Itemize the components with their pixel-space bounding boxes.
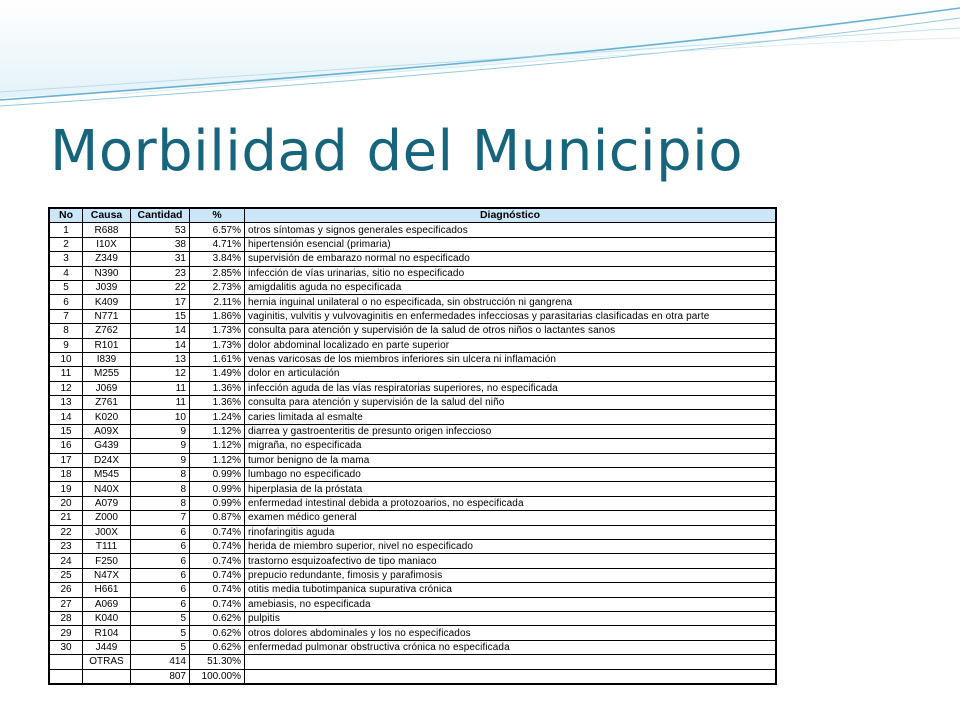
table-row	[50, 324, 776, 338]
cell-causa: I839	[83, 352, 131, 366]
cell-cantidad: 807	[131, 669, 190, 683]
table-row	[50, 525, 776, 539]
table-row	[50, 252, 776, 266]
table-row	[50, 539, 776, 553]
cell-no: 7	[50, 309, 83, 323]
cell-causa: H661	[83, 583, 131, 597]
cell-causa: A069	[83, 597, 131, 611]
table-row	[50, 338, 776, 352]
cell-diagnostico: hernia inguinal unilateral o no especificada, sin obstrucción ni gangrena	[245, 295, 776, 309]
cell-causa: Z349	[83, 252, 131, 266]
cell-causa: J00X	[83, 525, 131, 539]
cell-diagnostico: caries limitada al esmalte	[245, 410, 776, 424]
table-row	[50, 367, 776, 381]
slide-title: Morbilidad del Municipio	[50, 119, 743, 184]
cell-cantidad: 6	[131, 525, 190, 539]
table-row	[50, 309, 776, 323]
cell-diagnostico: hiperplasia de la próstata	[245, 482, 776, 496]
table-body	[50, 223, 776, 684]
cell-diagnostico: herida de miembro superior, nivel no especificado	[245, 539, 776, 553]
cell-diagnostico: infección aguda de las vías respiratorias superiores, no especificada	[245, 381, 776, 395]
cell-no: 5	[50, 280, 83, 294]
cell-pct: 0.74%	[190, 525, 245, 539]
cell-pct: 1.12%	[190, 424, 245, 438]
cell-no: 22	[50, 525, 83, 539]
cell-cantidad: 414	[131, 655, 190, 669]
cell-pct: 2.85%	[190, 266, 245, 280]
cell-no: 16	[50, 439, 83, 453]
cell-no: 10	[50, 352, 83, 366]
cell-diagnostico: lumbago no especificado	[245, 468, 776, 482]
cell-no: 9	[50, 338, 83, 352]
cell-no: 27	[50, 597, 83, 611]
cell-pct: 0.74%	[190, 539, 245, 553]
cell-no: 18	[50, 468, 83, 482]
cell-no: 20	[50, 496, 83, 510]
header-cantidad: Cantidad	[131, 209, 190, 223]
cell-pct: 2.73%	[190, 280, 245, 294]
cell-pct: 1.24%	[190, 410, 245, 424]
cell-pct: 51.30%	[190, 655, 245, 669]
cell-diagnostico: diarrea y gastroenteritis de presunto origen infeccioso	[245, 424, 776, 438]
table-row	[50, 583, 776, 597]
cell-causa: K409	[83, 295, 131, 309]
cell-cantidad: 15	[131, 309, 190, 323]
cell-no: 26	[50, 583, 83, 597]
cell-no: 4	[50, 266, 83, 280]
cell-causa: N771	[83, 309, 131, 323]
cell-causa: N390	[83, 266, 131, 280]
table-row	[50, 611, 776, 625]
cell-diagnostico: infección de vías urinarias, sitio no especificado	[245, 266, 776, 280]
cell-diagnostico: pulpitis	[245, 611, 776, 625]
cell-no: 14	[50, 410, 83, 424]
cell-causa: OTRAS	[83, 655, 131, 669]
cell-cantidad: 13	[131, 352, 190, 366]
cell-pct: 1.49%	[190, 367, 245, 381]
cell-cantidad: 8	[131, 496, 190, 510]
cell-causa: M545	[83, 468, 131, 482]
cell-no: 2	[50, 237, 83, 251]
cell-causa	[83, 669, 131, 683]
cell-pct: 1.73%	[190, 324, 245, 338]
cell-no: 11	[50, 367, 83, 381]
cell-causa: N40X	[83, 482, 131, 496]
table-row	[50, 626, 776, 640]
table-row	[50, 482, 776, 496]
cell-causa: F250	[83, 554, 131, 568]
cell-no	[50, 655, 83, 669]
cell-pct: 1.12%	[190, 439, 245, 453]
cell-pct: 2.11%	[190, 295, 245, 309]
cell-no: 25	[50, 568, 83, 582]
table-row	[50, 640, 776, 654]
cell-cantidad: 9	[131, 439, 190, 453]
cell-pct: 100.00%	[190, 669, 245, 683]
cell-pct: 0.74%	[190, 583, 245, 597]
cell-no: 6	[50, 295, 83, 309]
cell-diagnostico: tumor benigno de la mama	[245, 453, 776, 467]
cell-no: 21	[50, 511, 83, 525]
cell-cantidad: 14	[131, 324, 190, 338]
table-row	[50, 280, 776, 294]
cell-cantidad: 9	[131, 453, 190, 467]
morbidity-table	[49, 208, 776, 684]
cell-diagnostico: examen médico general	[245, 511, 776, 525]
cell-no: 12	[50, 381, 83, 395]
cell-pct: 0.74%	[190, 568, 245, 582]
header-pct: %	[190, 209, 245, 223]
cell-cantidad: 8	[131, 482, 190, 496]
cell-causa: K020	[83, 410, 131, 424]
table-row	[50, 223, 776, 237]
cell-causa: R104	[83, 626, 131, 640]
table-row	[50, 655, 776, 669]
cell-diagnostico: dolor en articulación	[245, 367, 776, 381]
cell-pct: 0.99%	[190, 496, 245, 510]
table-row	[50, 511, 776, 525]
cell-causa: A09X	[83, 424, 131, 438]
cell-no	[50, 669, 83, 683]
cell-causa: M255	[83, 367, 131, 381]
cell-no: 13	[50, 396, 83, 410]
cell-causa: K040	[83, 611, 131, 625]
cell-cantidad: 23	[131, 266, 190, 280]
cell-cantidad: 11	[131, 381, 190, 395]
header-no: No	[50, 209, 83, 223]
cell-diagnostico	[245, 655, 776, 669]
cell-causa: D24X	[83, 453, 131, 467]
cell-no: 17	[50, 453, 83, 467]
table-row	[50, 439, 776, 453]
cell-cantidad: 6	[131, 568, 190, 582]
table-row	[50, 381, 776, 395]
table-row	[50, 568, 776, 582]
cell-no: 19	[50, 482, 83, 496]
cell-causa: R688	[83, 223, 131, 237]
cell-diagnostico: enfermedad intestinal debida a protozoarios, no especificada	[245, 496, 776, 510]
cell-diagnostico: dolor abdominal localizado en parte superior	[245, 338, 776, 352]
cell-pct: 0.62%	[190, 626, 245, 640]
cell-diagnostico: consulta para atención y supervisión de la salud del niño	[245, 396, 776, 410]
cell-cantidad: 14	[131, 338, 190, 352]
cell-cantidad: 8	[131, 468, 190, 482]
cell-cantidad: 17	[131, 295, 190, 309]
cell-cantidad: 38	[131, 237, 190, 251]
header-causa: Causa	[83, 209, 131, 223]
header-diagnostico: Diagnóstico	[245, 209, 776, 223]
cell-diagnostico: amebiasis, no especificada	[245, 597, 776, 611]
cell-diagnostico: migraña, no especificada	[245, 439, 776, 453]
cell-diagnostico: otros síntomas y signos generales especificados	[245, 223, 776, 237]
cell-no: 3	[50, 252, 83, 266]
cell-causa: J449	[83, 640, 131, 654]
cell-cantidad: 11	[131, 396, 190, 410]
cell-cantidad: 6	[131, 583, 190, 597]
table-row	[50, 295, 776, 309]
cell-cantidad: 31	[131, 252, 190, 266]
table-row	[50, 266, 776, 280]
cell-diagnostico: prepucio redundante, fimosis y parafimosis	[245, 568, 776, 582]
header-swoosh-decoration	[0, 0, 960, 115]
cell-pct: 0.99%	[190, 468, 245, 482]
cell-diagnostico: otros dolores abdominales y los no especificados	[245, 626, 776, 640]
cell-cantidad: 5	[131, 626, 190, 640]
cell-causa: J039	[83, 280, 131, 294]
cell-causa: Z000	[83, 511, 131, 525]
table-row	[50, 597, 776, 611]
cell-causa: R101	[83, 338, 131, 352]
cell-pct: 1.36%	[190, 396, 245, 410]
cell-diagnostico: enfermedad pulmonar obstructiva crónica no especificada	[245, 640, 776, 654]
cell-pct: 3.84%	[190, 252, 245, 266]
table-row	[50, 468, 776, 482]
cell-causa: J069	[83, 381, 131, 395]
table-row	[50, 453, 776, 467]
cell-diagnostico: supervisión de embarazo normal no especificado	[245, 252, 776, 266]
cell-diagnostico: venas varicosas de los miembros inferiores sin ulcera ni inflamación	[245, 352, 776, 366]
table-row	[50, 554, 776, 568]
cell-diagnostico: consulta para atención y supervisión de la salud de otros niños o lactantes sanos	[245, 324, 776, 338]
cell-diagnostico: hipertensión esencial (primaria)	[245, 237, 776, 251]
cell-no: 24	[50, 554, 83, 568]
cell-no: 28	[50, 611, 83, 625]
cell-pct: 1.36%	[190, 381, 245, 395]
cell-cantidad: 6	[131, 597, 190, 611]
cell-pct: 4.71%	[190, 237, 245, 251]
cell-pct: 1.73%	[190, 338, 245, 352]
cell-causa: Z762	[83, 324, 131, 338]
cell-pct: 0.62%	[190, 640, 245, 654]
cell-cantidad: 12	[131, 367, 190, 381]
cell-cantidad: 5	[131, 640, 190, 654]
cell-pct: 1.86%	[190, 309, 245, 323]
cell-causa: I10X	[83, 237, 131, 251]
cell-pct: 1.12%	[190, 453, 245, 467]
cell-no: 15	[50, 424, 83, 438]
table-row	[50, 410, 776, 424]
cell-causa: N47X	[83, 568, 131, 582]
cell-pct: 1.61%	[190, 352, 245, 366]
cell-pct: 0.62%	[190, 611, 245, 625]
cell-diagnostico: amigdalitis aguda no especificada	[245, 280, 776, 294]
cell-causa: G439	[83, 439, 131, 453]
cell-no: 30	[50, 640, 83, 654]
table-header-row	[50, 209, 776, 223]
cell-cantidad: 6	[131, 554, 190, 568]
cell-diagnostico: rinofaringitis aguda	[245, 525, 776, 539]
cell-pct: 0.87%	[190, 511, 245, 525]
cell-pct: 0.74%	[190, 597, 245, 611]
table-row	[50, 352, 776, 366]
cell-causa: Z761	[83, 396, 131, 410]
cell-no: 1	[50, 223, 83, 237]
cell-diagnostico: otitis media tubotimpanica supurativa crónica	[245, 583, 776, 597]
cell-pct: 0.99%	[190, 482, 245, 496]
cell-cantidad: 53	[131, 223, 190, 237]
cell-diagnostico: vaginitis, vulvitis y vulvovaginitis en enfermedades infecciosas y parasitarias clasificadas en otra parte	[245, 309, 776, 323]
cell-cantidad: 6	[131, 539, 190, 553]
cell-causa: T111	[83, 539, 131, 553]
cell-cantidad: 22	[131, 280, 190, 294]
cell-no: 8	[50, 324, 83, 338]
table-row	[50, 396, 776, 410]
cell-no: 23	[50, 539, 83, 553]
cell-diagnostico: trastorno esquizoafectivo de tipo maniaco	[245, 554, 776, 568]
table-row	[50, 237, 776, 251]
cell-diagnostico	[245, 669, 776, 683]
table-row	[50, 669, 776, 683]
cell-no: 29	[50, 626, 83, 640]
cell-pct: 0.74%	[190, 554, 245, 568]
cell-causa: A079	[83, 496, 131, 510]
cell-cantidad: 9	[131, 424, 190, 438]
morbidity-table-container	[48, 207, 777, 685]
table-row	[50, 496, 776, 510]
cell-cantidad: 5	[131, 611, 190, 625]
table-row	[50, 424, 776, 438]
cell-cantidad: 7	[131, 511, 190, 525]
cell-cantidad: 10	[131, 410, 190, 424]
cell-pct: 6.57%	[190, 223, 245, 237]
